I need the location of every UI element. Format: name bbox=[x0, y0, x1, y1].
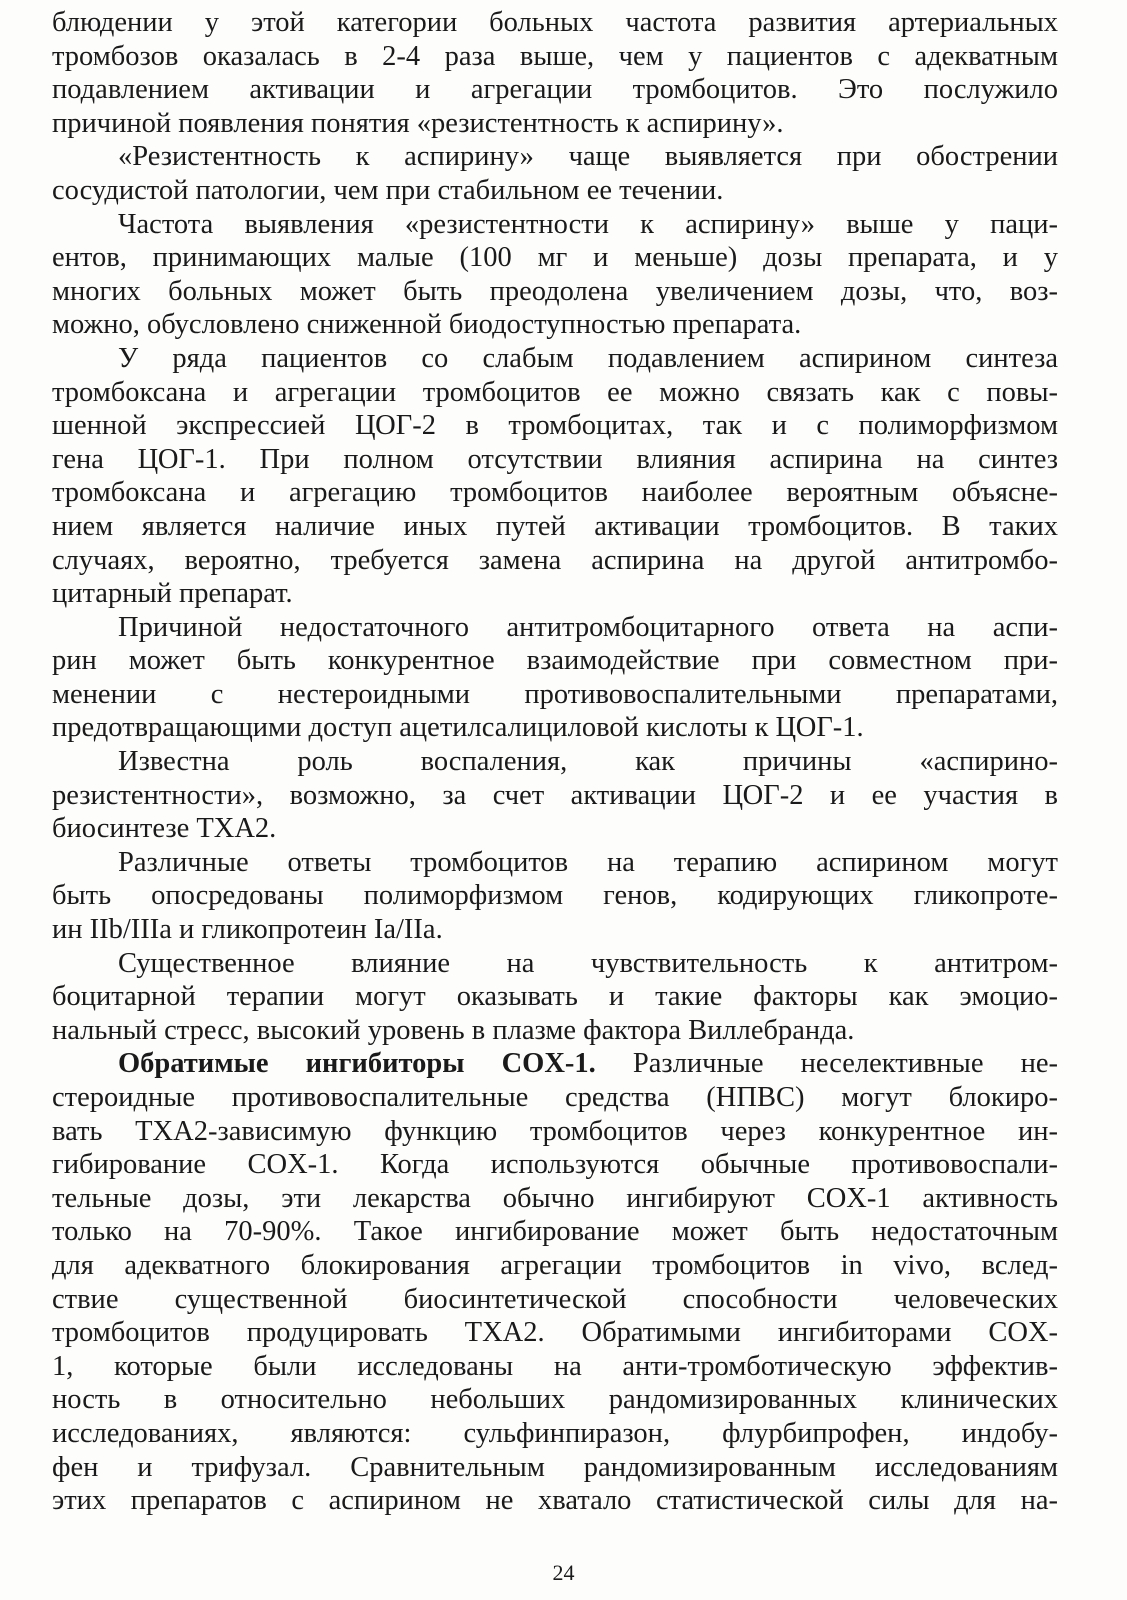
text-line-content: причиной появления понятия «резистентность к аспирину». bbox=[52, 107, 784, 139]
text-line bbox=[52, 678, 1058, 712]
text-line-content: шенной экспрессией ЦОГ-2 в тромбоцитах, так и с полиморфизмом bbox=[52, 410, 1058, 442]
text-line-content: ствие существенной биосинтетической способности человеческих bbox=[52, 1283, 1058, 1315]
text-line bbox=[52, 510, 1058, 544]
text-line bbox=[52, 208, 1058, 242]
text-line bbox=[52, 275, 1058, 309]
text-line-content: ность в относительно небольших рандомизированных клинических bbox=[52, 1384, 1058, 1416]
text-line bbox=[52, 476, 1058, 510]
text-line-content: тромбозов оказалась в 2-4 раза выше, чем у пациентов с адекватным bbox=[52, 40, 1058, 72]
text-line bbox=[52, 711, 1058, 745]
text-line-content: Существенное влияние на чувствительность к антитром- bbox=[118, 947, 1058, 979]
body-text bbox=[52, 6, 1058, 1518]
text-line-content: биосинтезе ТХА2. bbox=[52, 813, 277, 845]
text-line bbox=[52, 1316, 1058, 1350]
text-line bbox=[52, 879, 1058, 913]
text-line-content: гибирование COX-1. Когда используются обычные противовоспали- bbox=[52, 1149, 1058, 1181]
text-line-content: Причиной недостаточного антитромбоцитарного ответа на аспи- bbox=[118, 611, 1058, 643]
text-line bbox=[52, 745, 1058, 779]
text-line-content: Различные ответы тромбоцитов на терапию аспирином могут bbox=[118, 846, 1058, 878]
text-line-content: подавлением активации и агрегации тромбоцитов. Это послужило bbox=[52, 74, 1058, 106]
text-line bbox=[52, 308, 1058, 342]
text-line bbox=[52, 1417, 1058, 1451]
text-line-content: «Резистентность к аспирину» чаще выявляется при обострении bbox=[118, 141, 1058, 173]
section-heading: Обратимые ингибиторы COX-1. bbox=[118, 1048, 596, 1080]
text-line-content: быть опосредованы полиморфизмом генов, кодирующих гликопроте- bbox=[52, 880, 1058, 912]
text-line-content: фен и трифузал. Сравнительным рандомизированным исследованиям bbox=[52, 1451, 1058, 1483]
text-line bbox=[52, 1081, 1058, 1115]
text-line-content: тромбоцитов продуцировать ТХА2. Обратимыми ингибиторами COX- bbox=[52, 1317, 1058, 1349]
text-line-content: Известна роль воспаления, как причины «аспирино- bbox=[118, 746, 1058, 778]
text-line-content: тельные дозы, эти лекарства обычно ингибируют COX-1 активность bbox=[52, 1182, 1058, 1214]
text-line bbox=[52, 1215, 1058, 1249]
text-line bbox=[52, 409, 1058, 443]
text-line bbox=[52, 1047, 1058, 1081]
text-line bbox=[52, 73, 1058, 107]
text-line-content: гена ЦОГ-1. При полном отсутствии влияния аспирина на синтез bbox=[52, 443, 1058, 475]
text-line-content: исследованиях, являются: сульфинпиразон, флурбипрофен, индобу- bbox=[52, 1417, 1058, 1449]
text-line-content: тромбоксана и агрегацию тромбоцитов наиболее вероятным объясне- bbox=[52, 477, 1058, 509]
text-line-content: нальный стресс, высокий уровень в плазме фактора Виллебранда. bbox=[52, 1014, 855, 1046]
text-line-content: рин может быть конкурентное взаимодействие при совместном при- bbox=[52, 645, 1058, 677]
text-line bbox=[52, 1014, 1058, 1048]
page-number: 24 bbox=[552, 1560, 575, 1585]
text-line bbox=[52, 544, 1058, 578]
text-line bbox=[52, 611, 1058, 645]
text-line bbox=[52, 644, 1058, 678]
text-line bbox=[52, 443, 1058, 477]
text-line-content: стероидные противовоспалительные средства (НПВС) могут блокиро- bbox=[52, 1082, 1058, 1113]
text-line bbox=[52, 6, 1058, 40]
text-line-content: многих больных может быть преодолена увеличением дозы, что, воз- bbox=[52, 275, 1058, 307]
text-line-content: для адекватного блокирования агрегации тромбоцитов in vivo, вслед- bbox=[52, 1249, 1058, 1281]
text-line-content: только на 70-90%. Такое ингибирование может быть недостаточным bbox=[52, 1216, 1058, 1248]
text-line-content: менении с нестероидными противовоспалительными препаратами, bbox=[52, 678, 1058, 710]
text-line bbox=[52, 140, 1058, 174]
text-line-content: блюдении у этой категории больных частота развития артериальных bbox=[52, 7, 1058, 38]
text-line bbox=[52, 1350, 1058, 1384]
text-line bbox=[52, 1484, 1058, 1518]
text-line bbox=[52, 376, 1058, 410]
text-line-content: резистентности», возможно, за счет активации ЦОГ-2 и ее участия в bbox=[52, 779, 1058, 811]
text-line bbox=[52, 1249, 1058, 1283]
text-line-content: этих препаратов с аспирином не хватало статистической силы для на- bbox=[52, 1485, 1058, 1517]
text-line bbox=[52, 1182, 1058, 1216]
text-line bbox=[52, 913, 1058, 947]
text-line bbox=[52, 107, 1058, 141]
text-line-content: ин IIb/IIIa и гликопротеин Ia/IIa. bbox=[52, 914, 443, 946]
text-line-content: можно, обусловлено сниженной биодоступностью препарата. bbox=[52, 309, 802, 341]
text-line-content: боцитарной терапии могут оказывать и такие факторы как эмоцио- bbox=[52, 981, 1058, 1013]
text-line bbox=[52, 980, 1058, 1014]
text-line bbox=[52, 1148, 1058, 1182]
text-line-content: тромбоксана и агрегации тромбоцитов ее можно связать как с повы- bbox=[52, 376, 1058, 408]
text-line-content: цитарный препарат. bbox=[52, 578, 293, 610]
text-line bbox=[52, 174, 1058, 208]
text-line bbox=[52, 779, 1058, 813]
text-line bbox=[52, 1451, 1058, 1485]
text-line-content: 1, которые были исследованы на анти-тромботическую эффектив- bbox=[52, 1350, 1058, 1382]
text-line-content: Частота выявления «резистентности к аспирину» выше у паци- bbox=[118, 208, 1058, 240]
text-line bbox=[52, 577, 1058, 611]
text-line bbox=[52, 1283, 1058, 1317]
text-line bbox=[52, 846, 1058, 880]
text-line-content: случаях, вероятно, требуется замена аспирина на другой антитромбо- bbox=[52, 544, 1058, 576]
text-line-content: ентов, принимающих малые (100 мг и меньше) дозы препарата, и у bbox=[52, 242, 1058, 274]
text-line bbox=[52, 40, 1058, 74]
text-line-content: У ряда пациентов со слабым подавлением аспирином синтеза bbox=[118, 342, 1058, 374]
text-line-content: нием является наличие иных путей активации тромбоцитов. В таких bbox=[52, 510, 1058, 542]
text-line-content: вать ТХА2-зависимую функцию тромбоцитов через конкурентное ин- bbox=[52, 1115, 1058, 1147]
text-line bbox=[52, 1115, 1058, 1149]
text-line bbox=[52, 1383, 1058, 1417]
text-line-content: предотвращающими доступ ацетилсалициловой кислоты к ЦОГ-1. bbox=[52, 712, 864, 744]
text-line bbox=[52, 241, 1058, 275]
text-line-content: сосудистой патологии, чем при стабильном ее течении. bbox=[52, 174, 724, 206]
text-line bbox=[52, 812, 1058, 846]
text-line bbox=[52, 947, 1058, 981]
text-line bbox=[52, 342, 1058, 376]
text-line-content: Различные неселективные не- bbox=[595, 1048, 1058, 1080]
